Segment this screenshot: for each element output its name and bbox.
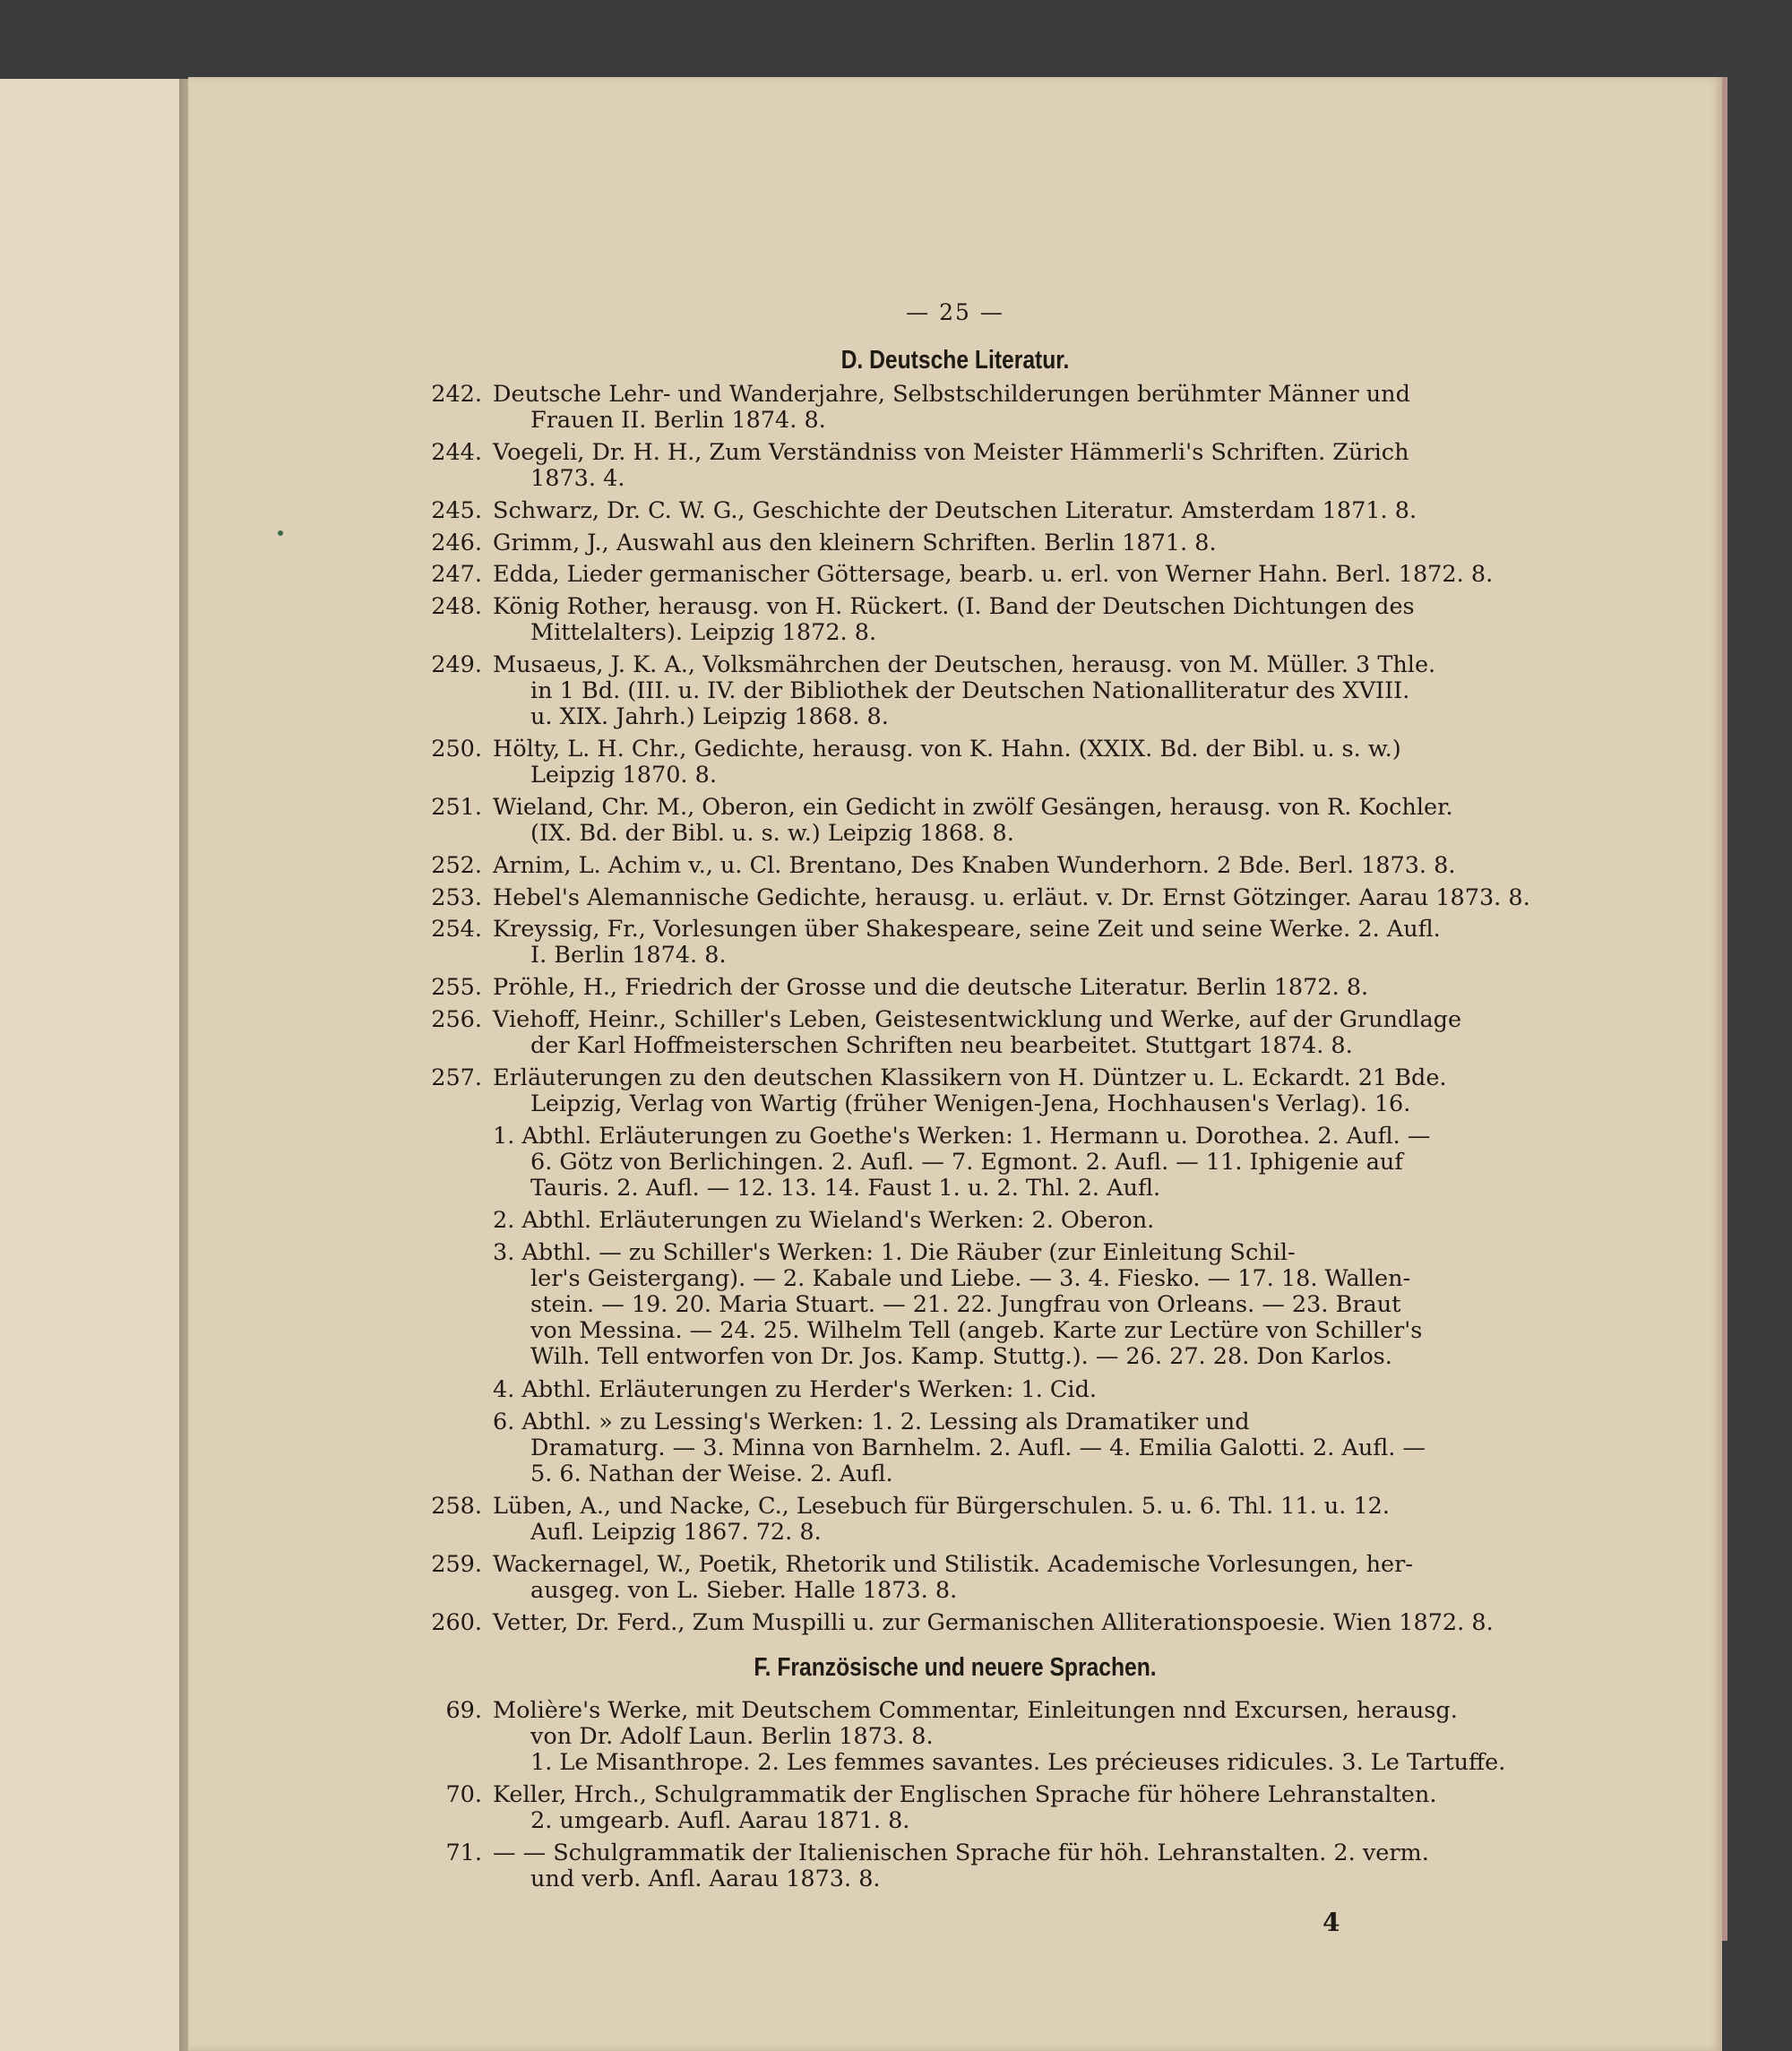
entry-line: 2. Abthl. Erläuterungen zu Wieland's Werken: 2. Oberon. (493, 1207, 1155, 1234)
catalog-entry (431, 794, 1453, 847)
entry-line: von Messina. — 24. 25. Wilhelm Tell (angeb. Karte zur Lectüre von Schiller's (530, 1316, 1423, 1344)
entry-line: Pröhle, H., Friedrich der Grosse und die deutsche Literatur. Berlin 1872. 8. (493, 974, 1369, 1001)
entry-line: Edda, Lieder germanischer Göttersage, bearb. u. erl. von Werner Hahn. Berl. 1872. 8. (493, 561, 1494, 588)
entry-line: Arnim, L. Achim v., u. Cl. Brentano, Des Knaben Wunderhorn. 2 Bde. Berl. 1873. 8. (493, 852, 1456, 879)
entry-number: 254. (431, 916, 482, 943)
entry-number: 245. (431, 497, 482, 524)
catalog-entry (431, 916, 1441, 969)
entry-line: u. XIX. Jahrh.) Leipzig 1868. 8. (530, 702, 889, 730)
entry-line: Wackernagel, W., Poetik, Rhetorik und Stilistik. Academische Vorlesungen, her- (493, 1551, 1413, 1578)
entry-line: Wilh. Tell entworfen von Dr. Jos. Kamp. Stuttg.). — 26. 27. 28. Don Karlos. (530, 1342, 1392, 1370)
catalog-entry (431, 1064, 1447, 1117)
entry-line: 3. Abthl. — zu Schiller's Werken: 1. Die Räuber (zur Einleitung Schil- (493, 1238, 1296, 1266)
paper-fleck (278, 530, 283, 536)
entry-line: und verb. Anfl. Aarau 1873. 8. (530, 1866, 881, 1892)
entry-line: ausgeg. von L. Sieber. Halle 1873. 8. (530, 1577, 958, 1604)
entry-line: Keller, Hrch., Schulgrammatik der Englischen Sprache für höhere Lehranstalten. (493, 1781, 1437, 1808)
left-page-edge (0, 79, 186, 2051)
entry-line: Erläuterungen zu den deutschen Klassikern von H. Düntzer u. L. Eckardt. 21 Bde. (493, 1064, 1447, 1091)
entry-number: 251. (431, 794, 482, 821)
entry-line: Leipzig, Verlag von Wartig (früher Wenigen-Jena, Hochhausen's Verlag). 16. (530, 1090, 1411, 1117)
entry-line: Hebel's Alemannische Gedichte, herausg. u. erläut. v. Dr. Ernst Götzinger. Aarau 1873. 8. (493, 883, 1530, 911)
entry-line: Tauris. 2. Aufl. — 12. 13. 14. Faust 1. u. 2. Thl. 2. Aufl. (530, 1174, 1161, 1202)
catalog-entry (431, 1609, 1494, 1636)
entry-number: 247. (431, 561, 482, 588)
sub-entry (493, 1409, 1426, 1487)
entry-line: — — Schulgrammatik der Italienischen Sprache für höh. Lehranstalten. 2. verm. (493, 1840, 1429, 1866)
catalog-entry (431, 592, 1415, 646)
entry-line: 4. Abthl. Erläuterungen zu Herder's Werken: 1. Cid. (493, 1376, 1098, 1403)
entry-number: 249. (431, 651, 482, 678)
catalog-entry (431, 1005, 1462, 1059)
entry-line: Grimm, J., Auswahl aus den kleinern Schriften. Berlin 1871. 8. (493, 529, 1217, 556)
catalog-entry (431, 974, 1369, 1001)
entry-line: 1. Abthl. Erläuterungen zu Goethe's Werken: 1. Hermann u. Dorothea. 2. Aufl. — (493, 1122, 1431, 1150)
entry-line: ler's Geistergang). — 2. Kabale und Liebe. — 3. 4. Fiesko. — 17. 18. Wallen- (530, 1264, 1411, 1292)
sub-entry (493, 1124, 1430, 1202)
entry-line: (IX. Bd. der Bibl. u. s. w.) Leipzig 1868. 8. (530, 820, 1014, 847)
entry-line: 1873. 4. (530, 465, 625, 492)
sub-entry (493, 1377, 1097, 1403)
entry-number: 255. (431, 974, 482, 1001)
signature-mark: 4 (1322, 1908, 1340, 1937)
catalog-entry (431, 561, 1494, 588)
catalog-entry (431, 529, 1217, 556)
entry-number: 71. (445, 1840, 482, 1866)
entry-number: 259. (431, 1551, 482, 1578)
entry-number: 246. (431, 529, 482, 556)
catalog-entry (431, 736, 1401, 789)
entry-number: 260. (431, 1609, 482, 1636)
entry-line: Kreyssig, Fr., Vorlesungen über Shakespeare, seine Zeit und seine Werke. 2. Aufl. (493, 916, 1441, 943)
entry-line: 6. Abthl. » zu Lessing's Werken: 1. 2. Lessing als Dramatiker und (493, 1408, 1250, 1435)
entry-line: stein. — 19. 20. Maria Stuart. — 21. 22. Jungfrau von Orleans. — 23. Braut (530, 1290, 1401, 1318)
entry-line: I. Berlin 1874. 8. (530, 942, 727, 969)
entry-line: von Dr. Adolf Laun. Berlin 1873. 8. (530, 1722, 934, 1750)
entry-number: 69. (445, 1696, 482, 1724)
entry-line: Dramaturg. — 3. Minna von Barnhelm. 2. Aufl. — 4. Emilia Galotti. 2. Aufl. — (530, 1434, 1426, 1461)
entry-line: König Rother, herausg. von H. Rückert. (I. Band der Deutschen Dichtungen des (493, 592, 1415, 620)
catalog-entry (431, 381, 1410, 434)
entry-number: 253. (431, 883, 482, 911)
entry-number: 244. (431, 439, 482, 466)
section-title-franzoesische: F. Französische und neuere Sprachen. (754, 1652, 1157, 1682)
catalog-entry (431, 497, 1417, 524)
entry-number: 252. (431, 852, 482, 879)
entry-number: 248. (431, 592, 482, 620)
entry-line: 2. umgearb. Aufl. Aarau 1871. 8. (530, 1807, 910, 1834)
entry-number: 257. (431, 1064, 482, 1091)
entry-line: Viehoff, Heinr., Schiller's Leben, Geistesentwicklung und Werke, auf der Grundlage (493, 1005, 1462, 1033)
entry-line: Leipzig 1870. 8. (530, 762, 717, 789)
entry-line: Schwarz, Dr. C. W. G., Geschichte der Deutschen Literatur. Amsterdam 1871. 8. (493, 497, 1417, 524)
entry-line: Hölty, L. H. Chr., Gedichte, herausg. von K. Hahn. (XXIX. Bd. der Bibl. u. s. w.) (493, 736, 1401, 763)
sub-entry (493, 1240, 1422, 1370)
entry-line: in 1 Bd. (III. u. IV. der Bibliothek der Deutschen Nationalliteratur des XVIII. (530, 676, 1410, 704)
catalog-entry (431, 1551, 1413, 1604)
entry-line: Musaeus, J. K. A., Volksmährchen der Deutschen, herausg. von M. Müller. 3 Thle. (493, 651, 1436, 678)
entry-line: Wieland, Chr. M., Oberon, ein Gedicht in zwölf Gesängen, herausg. von R. Kochler. (493, 794, 1453, 821)
catalog-entry (431, 852, 1456, 879)
entry-number: 258. (431, 1493, 482, 1520)
sub-entry (493, 1208, 1154, 1234)
entry-number: 250. (431, 736, 482, 763)
entry-number: 256. (431, 1005, 482, 1033)
catalog-entry (431, 651, 1436, 730)
entry-line: Molière's Werke, mit Deutschem Commentar, Einleitungen nnd Excursen, herausg. (493, 1696, 1458, 1724)
catalog-entry (431, 1493, 1390, 1546)
entry-line: Voegeli, Dr. H. H., Zum Verständniss von Meister Hämmerli's Schriften. Zürich (493, 439, 1409, 466)
catalog-entry (445, 1840, 1429, 1892)
entry-line: Mittelalters). Leipzig 1872. 8. (530, 618, 877, 646)
entry-line: 5. 6. Nathan der Weise. 2. Aufl. (530, 1460, 893, 1487)
entry-number: 70. (445, 1781, 482, 1808)
page-number: — 25 — (906, 299, 1004, 325)
catalog-entry (445, 1696, 1506, 1776)
catalog-entry (431, 883, 1530, 911)
section-title-deutsche-literatur: D. Deutsche Literatur. (840, 346, 1070, 375)
entry-line: der Karl Hoffmeisterschen Schriften neu bearbeitet. Stuttgart 1874. 8. (530, 1031, 1353, 1059)
entry-line: 6. Götz von Berlichingen. 2. Aufl. — 7. Egmont. 2. Aufl. — 11. Iphigenie auf (530, 1148, 1403, 1176)
catalog-page (188, 77, 1722, 2051)
entry-line: Deutsche Lehr- und Wanderjahre, Selbstschilderungen berühmter Männer und (493, 381, 1410, 408)
catalog-entry (445, 1781, 1437, 1834)
catalog-entry (431, 439, 1409, 492)
entry-line: Lüben, A., und Nacke, C., Lesebuch für Bürgerschulen. 5. u. 6. Thl. 11. u. 12. (493, 1493, 1390, 1520)
entry-line: Aufl. Leipzig 1867. 72. 8. (530, 1519, 822, 1546)
entry-line: Frauen II. Berlin 1874. 8. (530, 407, 826, 434)
entry-line: 1. Le Misanthrope. 2. Les femmes savantes. Les précieuses ridicules. 3. Le Tartuffe. (530, 1748, 1506, 1776)
entry-number: 242. (431, 381, 482, 408)
entry-line: Vetter, Dr. Ferd., Zum Muspilli u. zur Germanischen Alliterationspoesie. Wien 1872. 8. (493, 1609, 1494, 1636)
